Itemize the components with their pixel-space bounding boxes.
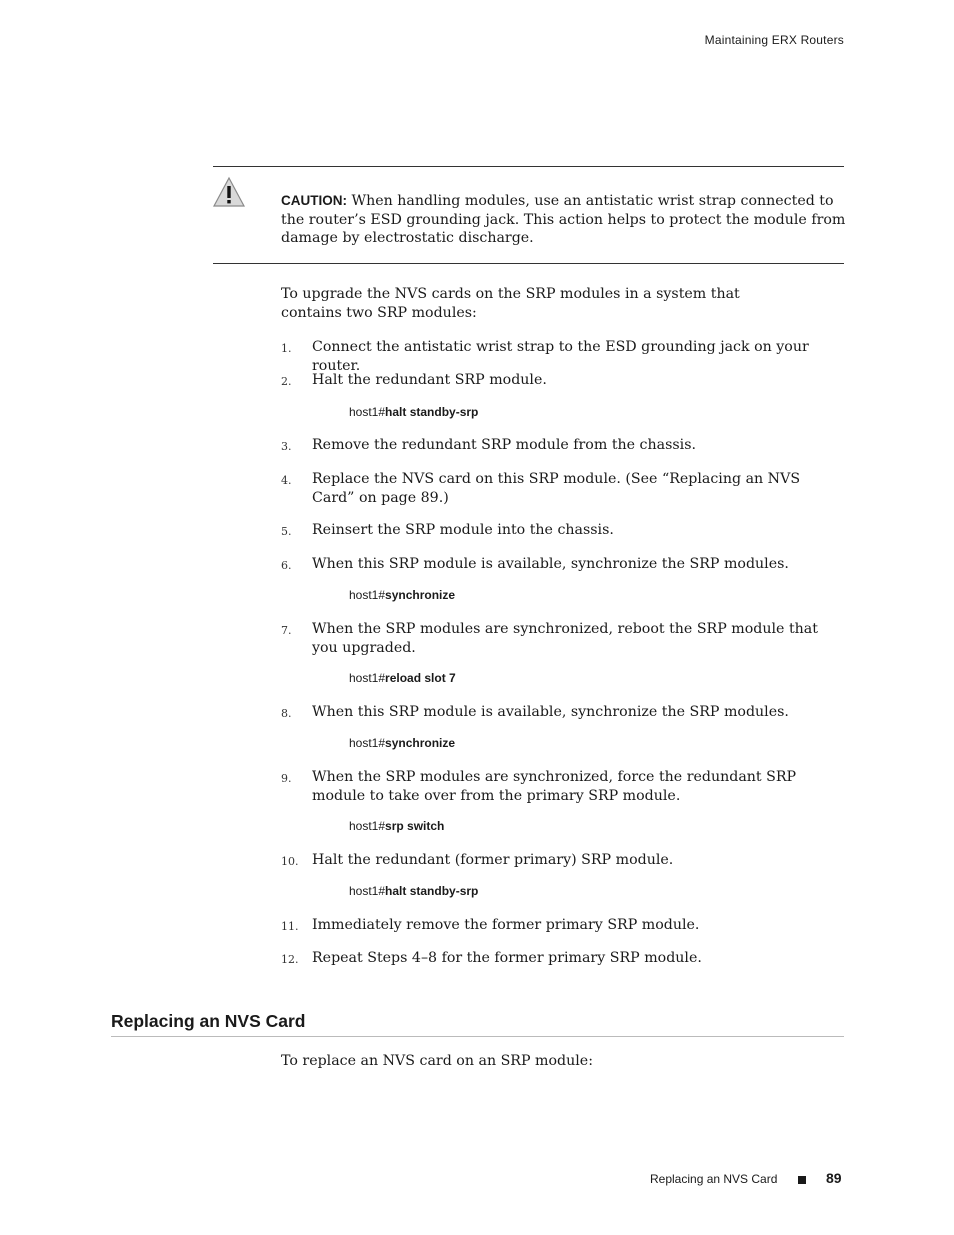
step-number: 4.: [281, 474, 292, 487]
page-number: 89: [826, 1170, 842, 1186]
step-text: When this SRP module is available, synchronize the SRP modules.: [312, 556, 789, 572]
footer-square-icon: [798, 1176, 806, 1184]
code-command: halt standby-srp: [385, 405, 479, 419]
code-prompt: host1#: [349, 736, 386, 750]
code-example: [349, 819, 444, 833]
code-prompt: host1#: [349, 671, 386, 685]
code-command: synchronize: [385, 588, 456, 602]
step-text: Replace the NVS card on this SRP module. (See “Replacing an NVS Card” on page 89.): [312, 471, 801, 506]
caution-note: [281, 192, 846, 248]
footer-section-title: Replacing an NVS Card: [650, 1172, 778, 1186]
step-text: When the SRP modules are synchronized, reboot the SRP module that you upgraded.: [312, 621, 818, 656]
step-number: 11.: [281, 920, 299, 933]
step-number: 12.: [281, 953, 299, 966]
step-text: Repeat Steps 4–8 for the former primary SRP module.: [312, 950, 702, 966]
step-text: Remove the redundant SRP module from the chassis.: [312, 437, 696, 453]
step-text: Connect the antistatic wrist strap to the ESD grounding jack on your router.: [312, 339, 809, 374]
step-text: When the SRP modules are synchronized, force the redundant SRP module to take over from the primary SRP module.: [312, 769, 797, 804]
step-text: When this SRP module is available, synchronize the SRP modules.: [312, 704, 789, 720]
step-number: 6.: [281, 559, 292, 572]
code-command: reload slot 7: [385, 671, 456, 685]
running-header: Maintaining ERX Routers: [704, 33, 844, 47]
section-intro: To replace an NVS card on an SRP module:: [281, 1053, 593, 1069]
step-text: Reinsert the SRP module into the chassis.: [312, 522, 614, 538]
code-example: [349, 588, 455, 602]
step-text: Halt the redundant SRP module.: [312, 372, 547, 388]
step-number: 5.: [281, 525, 292, 538]
code-prompt: host1#: [349, 588, 386, 602]
warning-triangle-icon: [212, 176, 246, 208]
step-number: 2.: [281, 375, 292, 388]
code-example: [349, 671, 456, 685]
caution-body: When handling modules, use an antistatic wrist strap connected to the router’s ESD grounding jack. This action helps to protect the module from damage by electrostatic discharge.: [281, 193, 846, 246]
step-number: 7.: [281, 624, 292, 637]
step-number: 9.: [281, 772, 292, 785]
code-prompt: host1#: [349, 819, 386, 833]
section-heading: Replacing an NVS Card: [111, 1011, 306, 1031]
code-prompt: host1#: [349, 884, 386, 898]
code-example: [349, 884, 478, 898]
step-number: 8.: [281, 707, 292, 720]
step-text: Immediately remove the former primary SRP module.: [312, 917, 700, 933]
caution-label: CAUTION:: [281, 193, 347, 208]
code-command: synchronize: [385, 736, 456, 750]
step-number: 3.: [281, 440, 292, 453]
code-command: srp switch: [385, 819, 445, 833]
code-command: halt standby-srp: [385, 884, 479, 898]
caution-bottom-rule: [213, 263, 844, 264]
code-example: [349, 405, 478, 419]
code-prompt: host1#: [349, 405, 386, 419]
step-number: 10.: [281, 855, 299, 868]
step-text: Halt the redundant (former primary) SRP module.: [312, 852, 674, 868]
caution-top-rule: [213, 166, 844, 167]
procedure-intro: To upgrade the NVS cards on the SRP modules in a system that contains two SRP modules:: [281, 286, 740, 321]
step-number: 1.: [281, 342, 292, 355]
code-example: [349, 736, 455, 750]
section-rule: [111, 1036, 844, 1037]
